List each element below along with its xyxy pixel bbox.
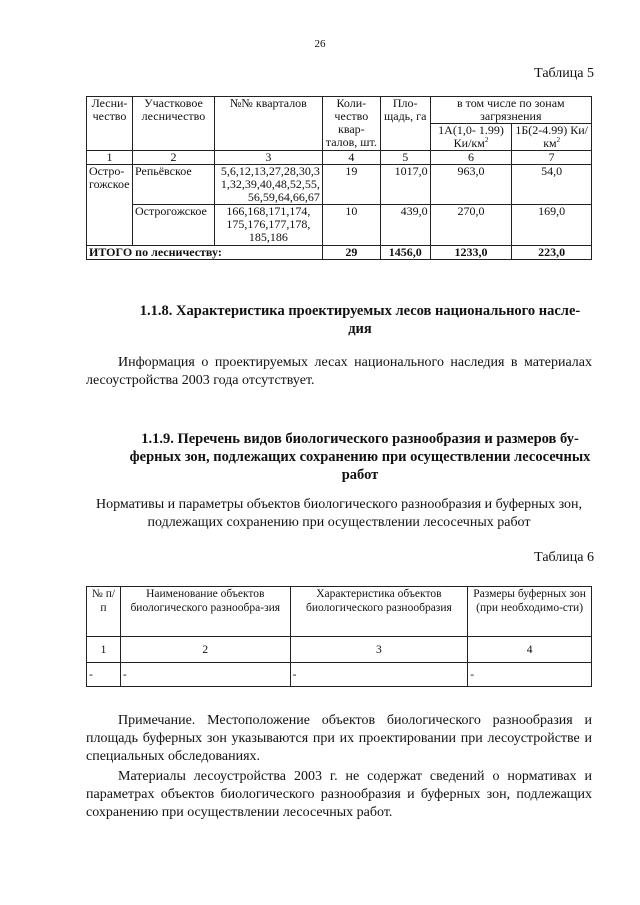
t5-colnum: 4 — [322, 151, 380, 165]
closing-paragraph: Материалы лесоустройства 2003 г. не содержат сведений о нормативах и параметрах объектов биологического разнообразия и буферных зон, подлежащих сохранению при осуществлении лесосечных работ. — [86, 769, 592, 820]
t5-colnum: 1 — [87, 151, 133, 165]
table5 — [86, 96, 592, 260]
t5-zone-a: 270,0 — [430, 205, 512, 246]
t6-header-buffer: Размеры буферных зон (при необходимо-сти) — [468, 587, 592, 637]
t5-district: Репьёвское — [132, 165, 214, 205]
t5-colnum: 2 — [132, 151, 214, 165]
page-number: 26 — [314, 38, 326, 50]
t5-total-area: 1456,0 — [380, 246, 430, 260]
t5-header-zones: в том числе по зонам загрязнения — [430, 97, 591, 124]
t5-header-district: Участковое лесничество — [132, 97, 214, 151]
t5-quarters: 166,168,171,174, 175,176,177,178, 185,186 — [214, 205, 322, 246]
t6-cell: - — [87, 663, 121, 687]
t6-cell: - — [468, 663, 592, 687]
section-119-subtitle: Нормативы и параметры объектов биологического разнообразия и буферных зон, подлежащих сохранению при осуществлении лесосечных работ — [95, 497, 583, 530]
t5-header-forestry: Лесни-чество — [87, 97, 133, 151]
t5-count: 19 — [322, 165, 380, 205]
t5-header-zone-a: 1А(1,0- 1.99) $Ки/км^2$ — [430, 124, 512, 151]
t5-header-area: Пло-щадь, га — [380, 97, 430, 151]
t5-count: 10 — [322, 205, 380, 246]
t5-zone-b: 169,0 — [512, 205, 592, 246]
t5-district: Острогожское — [132, 205, 214, 246]
t5-forestry-name: Остро-гожское — [87, 165, 133, 246]
t6-header-characteristic: Характеристика объектов биологического разнообразия — [290, 587, 468, 637]
t6-cell: - — [120, 663, 290, 687]
t5-area: 1017,0 — [380, 165, 430, 205]
note-paragraph: Примечание. Местоположение объектов биологического разнообразия и площадь буферных зон указываются при их проектировании при лесоустройстве и специальных обследованиях. — [86, 713, 592, 764]
t5-header-count: Коли-чество квар-талов, шт. — [322, 97, 380, 151]
t5-colnum: 6 — [430, 151, 512, 165]
t5-zone-a: 963,0 — [430, 165, 512, 205]
t6-header-num: № п/п — [87, 587, 121, 637]
t6-header-name: Наименование объектов биологического разнообра-зия — [120, 587, 290, 637]
t6-cell: - — [290, 663, 468, 687]
t5-area: 439,0 — [380, 205, 430, 246]
t6-colnum: 3 — [290, 637, 468, 663]
t5-zone-b: 54,0 — [512, 165, 592, 205]
table5-label: Таблица 5 — [534, 66, 594, 81]
t6-colnum: 1 — [87, 637, 121, 663]
t5-colnum: 5 — [380, 151, 430, 165]
t5-colnum: 3 — [214, 151, 322, 165]
t5-total-label: ИТОГО по лесничеству: — [87, 246, 323, 260]
section-118-text: Информация о проектируемых лесах национального наследия в материалах лесоустройства 2003 года отсутствует. — [86, 355, 592, 388]
t5-colnum: 7 — [512, 151, 592, 165]
t5-header-zone-b: 1Б(2-4.99) $Ки/км^2$ — [512, 124, 592, 151]
t6-colnum: 2 — [120, 637, 290, 663]
table6 — [86, 586, 592, 687]
t5-header-quarters: №№ кварталов — [214, 97, 322, 151]
t5-total-count: 29 — [322, 246, 380, 260]
section-119-title: 1.1.9. Перечень видов биологического разнообразия и размеров бу- ферных зон, подлежащих сохранению при осуществлении лесосечных работ — [129, 431, 591, 483]
t5-quarters: 5,6,12,13,27,28,30,3 1,32,39,40,48,52,55, 56,59,64,66,67 — [214, 165, 322, 205]
t5-total-zone-a: 1233,0 — [430, 246, 512, 260]
table6-label: Таблица 6 — [534, 550, 594, 565]
t5-total-zone-b: 223,0 — [512, 246, 592, 260]
t6-colnum: 4 — [468, 637, 592, 663]
section-118-title: 1.1.8. Характеристика проектируемых лесов национального насле- дия — [139, 303, 581, 337]
